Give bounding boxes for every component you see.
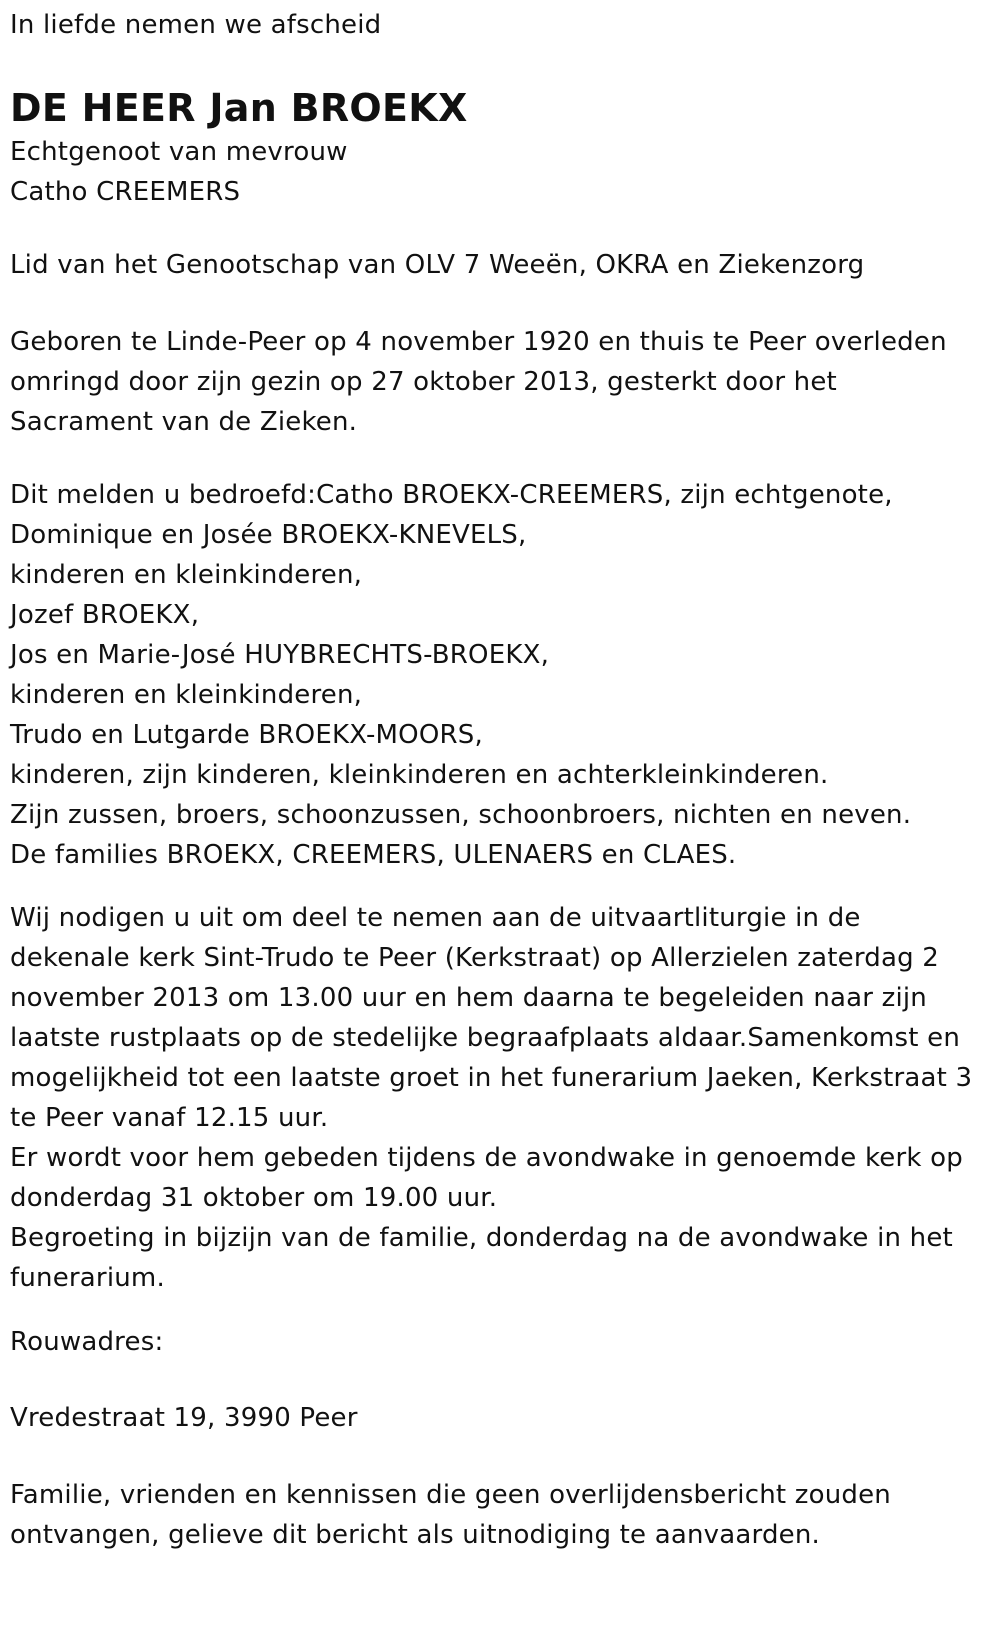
spouse-line-2: Catho CREEMERS [10, 177, 241, 207]
family-line: De families BROEKX, CREEMERS, ULENAERS en CLAES. [10, 840, 737, 870]
family-line: kinderen en kleinkinderen, [10, 680, 363, 710]
family-section [10, 475, 911, 875]
closing-line-2: ontvangen, gelieve dit bericht als uitnodiging te aanvaarden. [10, 1520, 820, 1550]
ceremony-line: Er wordt voor hem gebeden tijdens de avondwake in genoemde kerk op [10, 1143, 963, 1173]
ceremony-line: dekenale kerk Sint-Trudo te Peer (Kerkstraat) op Allerzielen zaterdag 2 [10, 943, 940, 973]
birth-line-2: omringd door zijn gezin op 27 oktober 2013, gesterkt door het [10, 367, 837, 397]
birth-line-3: Sacrament van de Zieken. [10, 407, 358, 437]
ceremony-section [10, 898, 972, 1298]
ceremony-line: funerarium. [10, 1263, 165, 1293]
family-line: kinderen en kleinkinderen, [10, 560, 363, 590]
spouse-section [10, 132, 348, 212]
deceased-name: DE HEER Jan BROEKX [10, 86, 468, 130]
ceremony-line: mogelijkheid tot een laatste groet in het funerarium Jaeken, Kerkstraat 3 [10, 1063, 973, 1093]
address-label-section [10, 1322, 163, 1362]
intro-text: In liefde nemen we afscheid [10, 10, 382, 40]
birth-line-1: Geboren te Linde-Peer op 4 november 1920 en thuis te Peer overleden [10, 327, 947, 357]
ceremony-line: laatste rustplaats op de stedelijke begraafplaats aldaar.Samenkomst en [10, 1023, 961, 1053]
ceremony-line: donderdag 31 oktober om 19.00 uur. [10, 1183, 498, 1213]
closing-line-1: Familie, vrienden en kennissen die geen overlijdensbericht zouden [10, 1480, 891, 1510]
address-value-section [10, 1398, 358, 1438]
family-line: Trudo en Lutgarde BROEKX-MOORS, [10, 720, 483, 750]
family-line: Jozef BROEKX, [10, 600, 200, 630]
membership-section [10, 245, 864, 285]
family-line: Dit melden u bedroefd:Catho BROEKX-CREEMERS, zijn echtgenote, [10, 480, 893, 510]
ceremony-line: Wij nodigen u uit om deel te nemen aan de uitvaartliturgie in de [10, 903, 861, 933]
family-line: Jos en Marie-José HUYBRECHTS-BROEKX, [10, 640, 550, 670]
ceremony-line: november 2013 om 13.00 uur en hem daarna te begeleiden naar zijn [10, 983, 927, 1013]
family-line: Zijn zussen, broers, schoonzussen, schoonbroers, nichten en neven. [10, 800, 912, 830]
address-value: Vredestraat 19, 3990 Peer [10, 1403, 358, 1433]
spouse-line-1: Echtgenoot van mevrouw [10, 137, 348, 167]
family-line: Dominique en Josée BROEKX-KNEVELS, [10, 520, 527, 550]
birth-section [10, 322, 947, 442]
membership-text: Lid van het Genootschap van OLV 7 Weeën, OKRA en Ziekenzorg [10, 250, 865, 280]
family-line: kinderen, zijn kinderen, kleinkinderen en achterkleinkinderen. [10, 760, 829, 790]
closing-section [10, 1475, 891, 1555]
ceremony-line: Begroeting in bijzijn van de familie, donderdag na de avondwake in het [10, 1223, 953, 1253]
address-label: Rouwadres: [10, 1327, 164, 1357]
ceremony-line: te Peer vanaf 12.15 uur. [10, 1103, 329, 1133]
